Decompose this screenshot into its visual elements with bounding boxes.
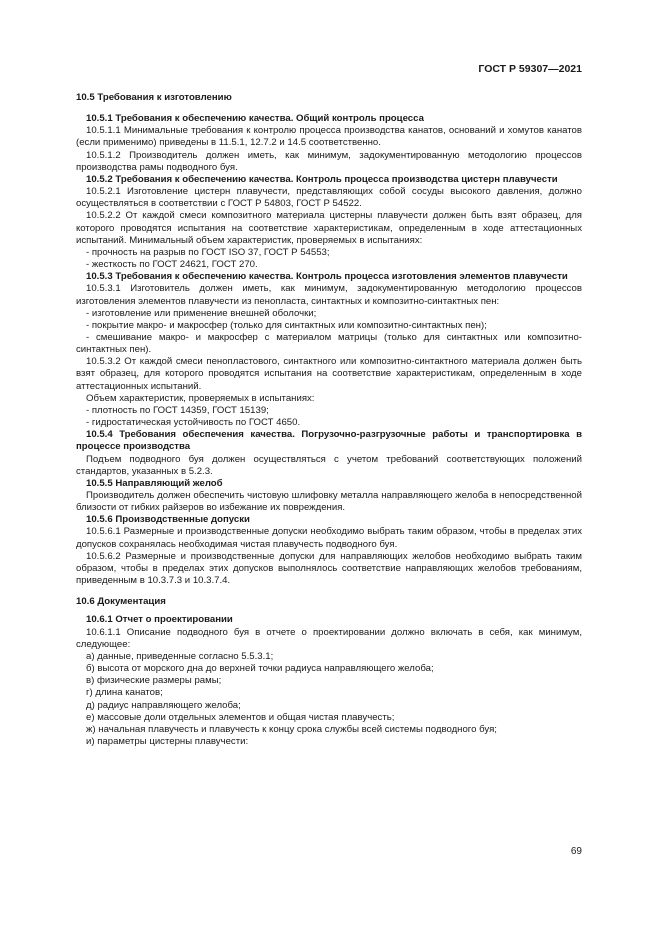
paragraph: 10.5.1.2 Производитель должен иметь, как минимум, задокументированную методологию процессов производства рамы подводного буя.	[76, 149, 582, 173]
paragraph: 10.5.1.1 Минимальные требования к контролю процесса производства канатов, оснований и хомутов канатов (если применимо) приведены в 11.5.1, 12.7.2 и 14.5 соответственно.	[76, 125, 582, 149]
paragraph: г) длина канатов;	[86, 687, 163, 699]
paragraph: Производитель должен обеспечить чистовую шлифовку металла направляющего желоба в непосредственной близости от гибких райзеров во избежание их повреждения.	[76, 490, 582, 514]
paragraph: а) данные, приведенные согласно 5.5.3.1;	[86, 650, 274, 662]
paragraph: - изготовление или применение внешней оболочки;	[86, 307, 317, 319]
paragraph: 10.5.6.2 Размерные и производственные допуски для направляющих желобов необходимо выбрать таким образом, чтобы в пределах этих допусков выполнялось соответствие направляющих желобов требованиям, приведенным в 10.3.7.3 и 10.3.7.4.	[76, 550, 582, 587]
section-heading: 10.5.5 Направляющий желоб	[86, 477, 223, 489]
paragraph: - жесткость по ГОСТ 24621, ГОСТ 270.	[86, 259, 258, 271]
paragraph: б) высота от морского дна до верхней точки радиуса направляющего желоба;	[86, 663, 434, 675]
section-heading: 10.5.3 Требования к обеспечению качества. Контроль процесса изготовления элементов плавучести	[86, 271, 568, 283]
paragraph: д) радиус направляющего желоба;	[86, 699, 241, 711]
paragraph: - плотность по ГОСТ 14359, ГОСТ 15139;	[86, 404, 269, 416]
section-heading: 10.6.1 Отчет о проектировании	[86, 614, 233, 626]
paragraph: и) параметры цистерны плавучести:	[86, 735, 249, 747]
paragraph: 10.5.2.1 Изготовление цистерн плавучести, представляющих собой сосуды высокого давления, должно осуществляться в соответствии с ГОСТ Р 54803, ГОСТ Р 54522.	[76, 186, 582, 210]
paragraph: в) физические размеры рамы;	[86, 675, 222, 687]
section-heading: 10.5.2 Требования к обеспечению качества. Контроль процесса производства цистерн плавучести	[86, 173, 558, 185]
paragraph: 10.5.6.1 Размерные и производственные допуски необходимо выбрать таким образом, чтобы в пределах этих допусков сохранялась необходимая чистая плавучесть подводного буя.	[76, 526, 582, 550]
paragraph: - смешивание макро- и макросфер с материалом матрицы (только для синтактных или композитно-синтактных пен).	[76, 331, 582, 356]
section-heading: 10.5.4 Требования обеспечения качества. Погрузочно-разгрузочные работы и транспортировка в процессе производства	[76, 429, 582, 453]
paragraph: 10.6.1.1 Описание подводного буя в отчете о проектировании должно включать в себя, как минимум, следующее:	[76, 626, 582, 650]
page-number: 69	[570, 846, 582, 857]
paragraph: - гидростатическая устойчивость по ГОСТ 4650.	[86, 417, 301, 429]
paragraph: Объем характеристик, проверяемых в испытаниях:	[86, 392, 315, 404]
document-header-id: ГОСТ Р 59307—2021	[478, 63, 582, 75]
section-heading: 10.6 Документация	[76, 596, 166, 608]
paragraph: ж) начальная плавучесть и плавучесть к концу срока службы всей системы подводного буя;	[86, 723, 497, 735]
section-heading: 10.5 Требования к изготовлению	[76, 92, 232, 103]
section-heading: 10.5.6 Производственные допуски	[86, 514, 250, 526]
paragraph: 10.5.2.2 От каждой смеси композитного материала цистерны плавучести должен быть взят образец, для которого проводятся испытания на соответствие характеристикам, определенным в ходе аттестационных испытаний. Минимальный объем характеристик, проверяемых в испытаниях:	[76, 210, 582, 246]
section-heading: 10.5.1 Требования к обеспечению качества. Общий контроль процесса	[86, 113, 424, 125]
paragraph: е) массовые доли отдельных элементов и общая чистая плавучесть;	[86, 711, 395, 723]
paragraph: Подъем подводного буя должен осуществляться с учетом требований соответствующих положений стандартов, указанных в 5.2.3.	[76, 453, 582, 477]
paragraph: 10.5.3.2 От каждой смеси пенопластового, синтактного или композитно-синтактного материала должен быть взят образец, для которого проводятся испытания на соответствие характеристикам, определенным в ходе аттестационных испытаний.	[76, 356, 582, 392]
document-body	[76, 92, 582, 748]
paragraph: - прочность на разрыв по ГОСТ ISO 37, ГОСТ Р 54553;	[86, 246, 330, 258]
paragraph: 10.5.3.1 Изготовитель должен иметь, как минимум, задокументированную методологию процессов изготовления элементов плавучести из пенопласта, синтактных и композитно-синтактных пен:	[76, 283, 582, 307]
paragraph: - покрытие макро- и макросфер (только для синтактных или композитно-синтактных пен);	[86, 319, 487, 331]
